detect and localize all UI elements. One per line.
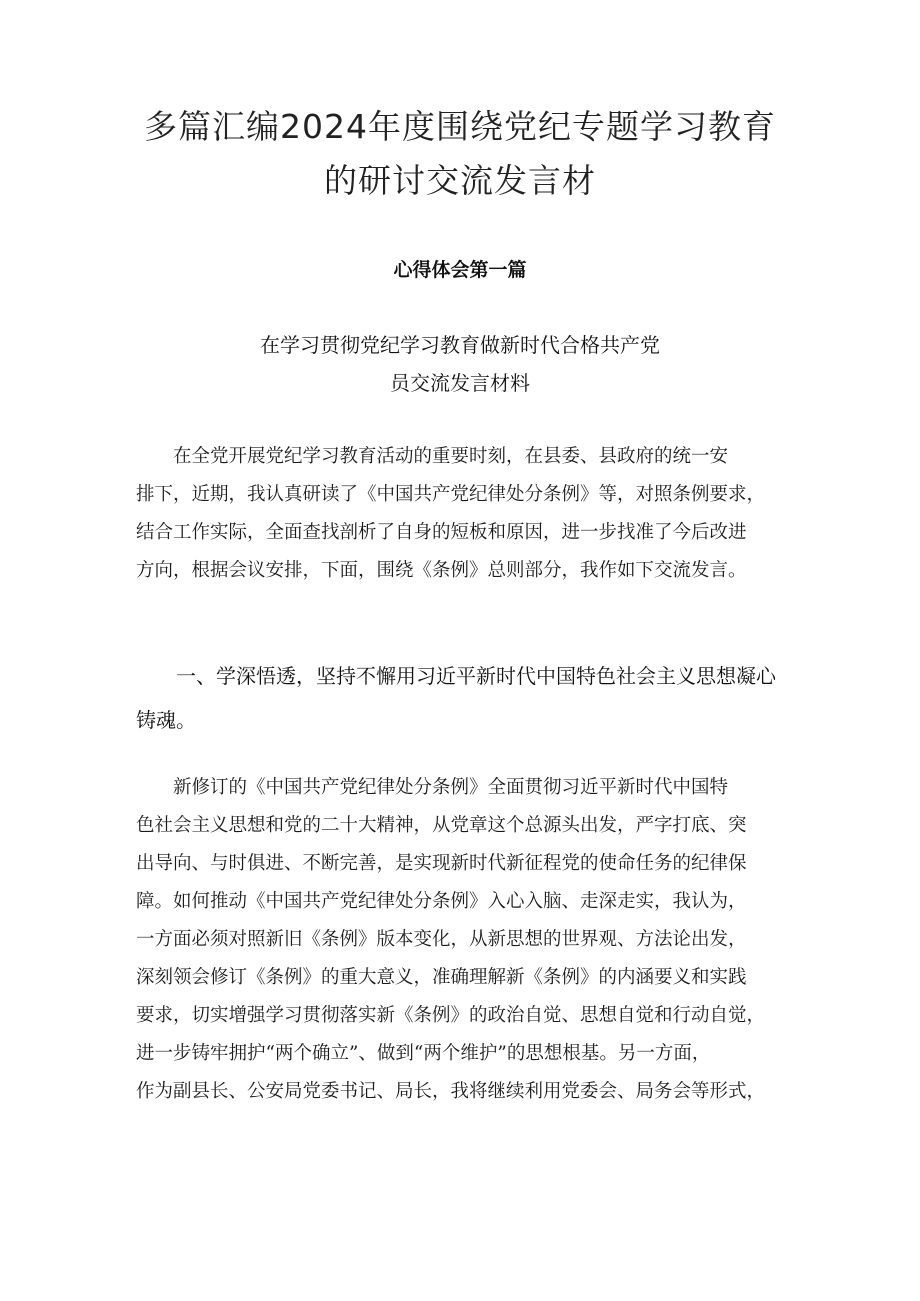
article-title-line-2: 员交流发言材料: [390, 371, 530, 395]
intro-line: 在全党开展党纪学习教育活动的重要时刻，在县委、县政府的统一安: [173, 446, 729, 467]
body-line: 出导向、与时俱进、不断完善，是实现新时代新征程党的使命任务的纪律保: [136, 853, 747, 874]
section-heading-line-1: 一、学深悟透，坚持不懈用习近平新时代中国特色社会主义思想凝心: [176, 664, 776, 688]
body-paragraph: [136, 769, 788, 1111]
intro-line: 结合工作实际，全面查找剖析了自身的短板和原因，进一步找准了今后改进: [136, 522, 747, 543]
document-title-line-2: 的研讨交流发言材: [324, 161, 596, 200]
article-title-line-1: 在学习贯彻党纪学习教育做新时代合格共产党: [260, 333, 660, 357]
body-line: 一方面必须对照新旧《条例》版本变化，从新思想的世界观、方法论出发，: [136, 929, 747, 950]
document-title: [0, 100, 920, 208]
article-title: [0, 326, 920, 402]
body-line: 进一步铸牢拥护“两个确立”、做到“两个维护”的思想根基。另一方面，: [136, 1043, 711, 1064]
intro-paragraph: [136, 438, 788, 590]
body-line: 新修订的《中国共产党纪律处分条例》全面贯彻习近平新时代中国特: [173, 777, 729, 798]
body-line: 要求，切实增强学习贯彻落实新《条例》的政治自觉、思想自觉和行动自觉，: [136, 1005, 766, 1026]
body-line: 深刻领会修订《条例》的重大意义，准确理解新《条例》的内涵要义和实践: [136, 967, 747, 988]
body-line: 障。如何推动《中国共产党纪律处分条例》入心入脑、走深走实，我认为，: [136, 891, 747, 912]
document-title-line-1: 多篇汇编2024年度围绕党纪专题学习教育: [144, 107, 776, 146]
intro-line: 方向，根据会议安排，下面，围绕《条例》总则部分，我作如下交流发言。: [136, 560, 747, 581]
section-heading-line-2: 铸魂。: [136, 708, 196, 732]
section-heading-one: [136, 654, 796, 742]
intro-line: 排下，近期，我认真研读了《中国共产党纪律处分条例》等，对照条例要求，: [136, 484, 766, 505]
body-line: 作为副县长、公安局党委书记、局长，我将继续利用党委会、局务会等形式，: [136, 1081, 766, 1102]
body-line: 色社会主义思想和党的二十大精神，从党章这个总源头出发，严字打底、突: [136, 815, 747, 836]
section-label: 心得体会第一篇: [393, 259, 527, 281]
